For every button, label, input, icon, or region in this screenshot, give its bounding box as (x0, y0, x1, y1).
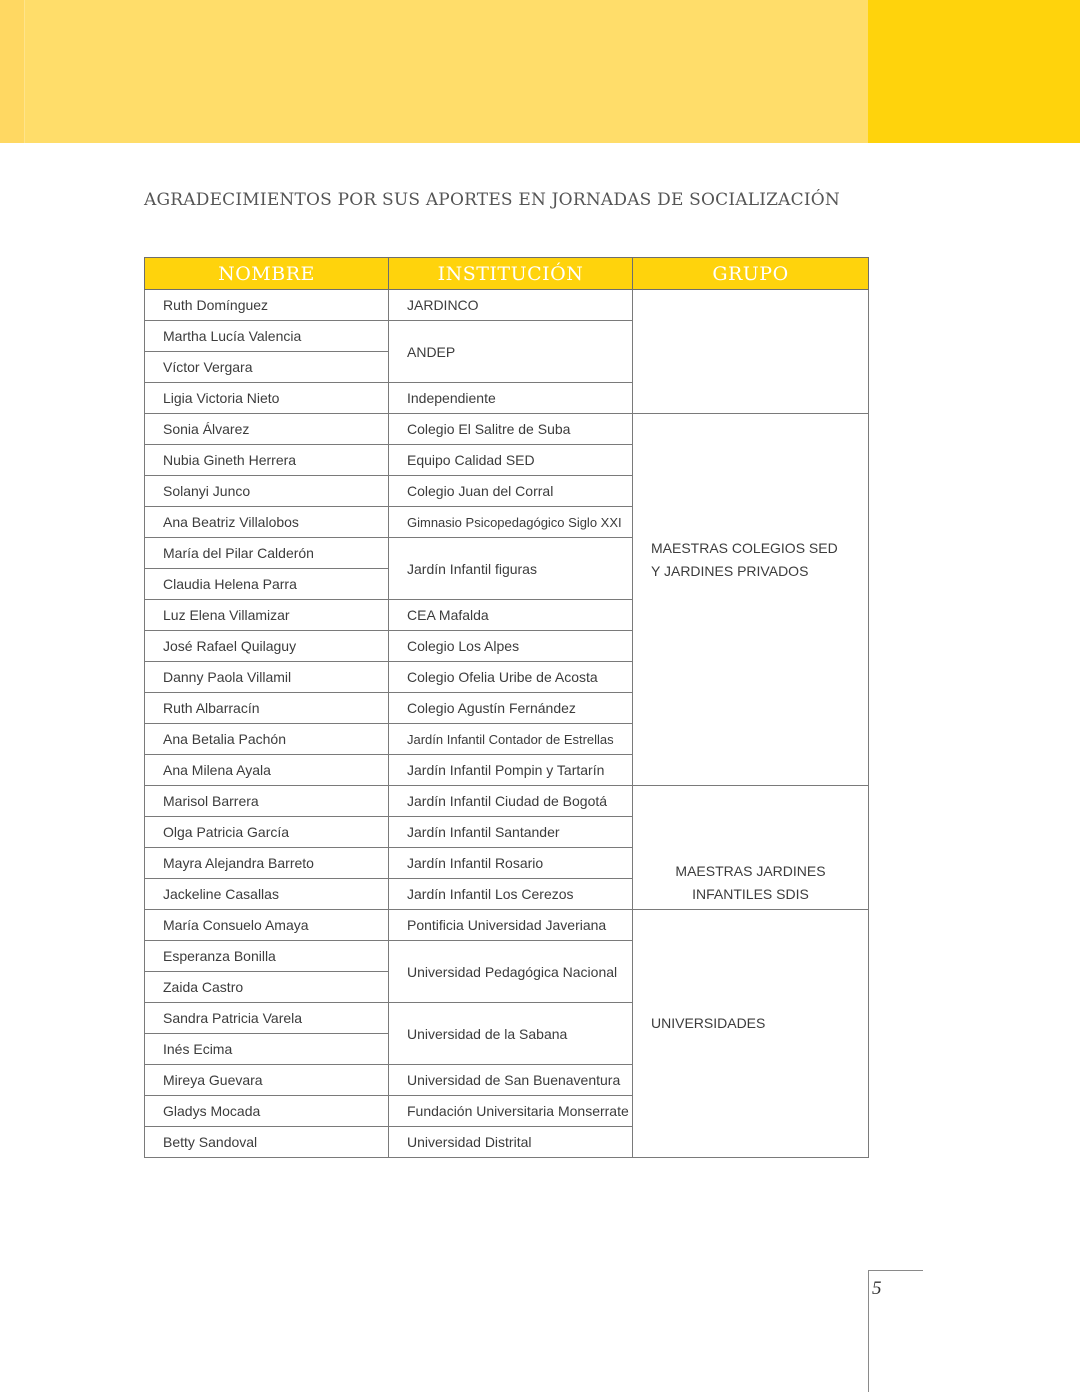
header-left-stripe (0, 0, 25, 143)
name-cell: Mireya Guevara (145, 1065, 389, 1096)
institution-cell: CEA Mafalda (389, 600, 633, 631)
page-number-rule-vertical (868, 1270, 869, 1392)
institution-cell: Jardín Infantil Ciudad de Bogotá (389, 786, 633, 817)
name-cell: Jackeline Casallas (145, 879, 389, 910)
table-row (145, 290, 869, 321)
institution-cell: Fundación Universitaria Monserrate (389, 1096, 633, 1127)
name-cell: Ligia Victoria Nieto (145, 383, 389, 414)
name-cell: Ruth Domínguez (145, 290, 389, 321)
name-cell: María Consuelo Amaya (145, 910, 389, 941)
name-cell: Ana Betalia Pachón (145, 724, 389, 755)
name-cell: Betty Sandoval (145, 1127, 389, 1158)
institution-cell: Gimnasio Psicopedagógico Siglo XXI (389, 507, 633, 538)
name-cell: Ana Milena Ayala (145, 755, 389, 786)
institution-cell: JARDINCO (389, 290, 633, 321)
institution-cell: ANDEP (389, 321, 633, 383)
group-cell: UNIVERSIDADES (633, 910, 869, 1158)
name-cell: Mayra Alejandra Barreto (145, 848, 389, 879)
name-cell: Víctor Vergara (145, 352, 389, 383)
group-cell: MAESTRAS COLEGIOS SED Y JARDINES PRIVADOS (633, 414, 869, 786)
header-accent-block (868, 0, 1080, 143)
name-cell: Marisol Barrera (145, 786, 389, 817)
page-number: 5 (872, 1278, 882, 1299)
table-row (145, 786, 869, 817)
institution-cell: Colegio Agustín Fernández (389, 693, 633, 724)
name-cell: Esperanza Bonilla (145, 941, 389, 972)
institution-cell: Equipo Calidad SED (389, 445, 633, 476)
name-cell: Nubia Gineth Herrera (145, 445, 389, 476)
institution-cell: Jardín Infantil Santander (389, 817, 633, 848)
name-cell: Zaida Castro (145, 972, 389, 1003)
institution-cell: Universidad de San Buenaventura (389, 1065, 633, 1096)
institution-cell: Jardín Infantil Los Cerezos (389, 879, 633, 910)
name-cell: José Rafael Quilaguy (145, 631, 389, 662)
name-cell: Inés Ecima (145, 1034, 389, 1065)
institution-cell: Colegio Ofelia Uribe de Acosta (389, 662, 633, 693)
institution-cell: Universidad Distrital (389, 1127, 633, 1158)
institution-cell: Jardín Infantil Contador de Estrellas (389, 724, 633, 755)
column-header-institution: INSTITUCIÓN (389, 258, 633, 290)
name-cell: Solanyi Junco (145, 476, 389, 507)
name-cell: Ana Beatriz Villalobos (145, 507, 389, 538)
name-cell: Ruth Albarracín (145, 693, 389, 724)
institution-cell: Colegio Juan del Corral (389, 476, 633, 507)
institution-cell: Jardín Infantil Pompin y Tartarín (389, 755, 633, 786)
page-number-rule-horizontal (868, 1270, 923, 1271)
table-header-row (145, 258, 869, 290)
institution-cell: Universidad de la Sabana (389, 1003, 633, 1065)
page-title: AGRADECIMIENTOS POR SUS APORTES EN JORNADAS DE SOCIALIZACIÓN (144, 190, 840, 210)
institution-cell: Colegio Los Alpes (389, 631, 633, 662)
name-cell: Olga Patricia García (145, 817, 389, 848)
name-cell: Danny Paola Villamil (145, 662, 389, 693)
name-cell: Gladys Mocada (145, 1096, 389, 1127)
name-cell: Martha Lucía Valencia (145, 321, 389, 352)
table-row (145, 414, 869, 445)
column-header-name: NOMBRE (145, 258, 389, 290)
name-cell: Luz Elena Villamizar (145, 600, 389, 631)
group-cell (633, 290, 869, 414)
name-cell: Sandra Patricia Varela (145, 1003, 389, 1034)
name-cell: María del Pilar Calderón (145, 538, 389, 569)
institution-cell: Jardín Infantil Rosario (389, 848, 633, 879)
name-cell: Claudia Helena Parra (145, 569, 389, 600)
institution-cell: Pontificia Universidad Javeriana (389, 910, 633, 941)
name-cell: Sonia Álvarez (145, 414, 389, 445)
header-band (0, 0, 1080, 143)
table-row (145, 910, 869, 941)
institution-cell: Colegio El Salitre de Suba (389, 414, 633, 445)
institution-cell: Independiente (389, 383, 633, 414)
group-cell: MAESTRAS JARDINES INFANTILES SDIS (633, 786, 869, 910)
institution-cell: Jardín Infantil figuras (389, 538, 633, 600)
column-header-group: GRUPO (633, 258, 869, 290)
institution-cell: Universidad Pedagógica Nacional (389, 941, 633, 1003)
acknowledgements-table (144, 257, 869, 1158)
